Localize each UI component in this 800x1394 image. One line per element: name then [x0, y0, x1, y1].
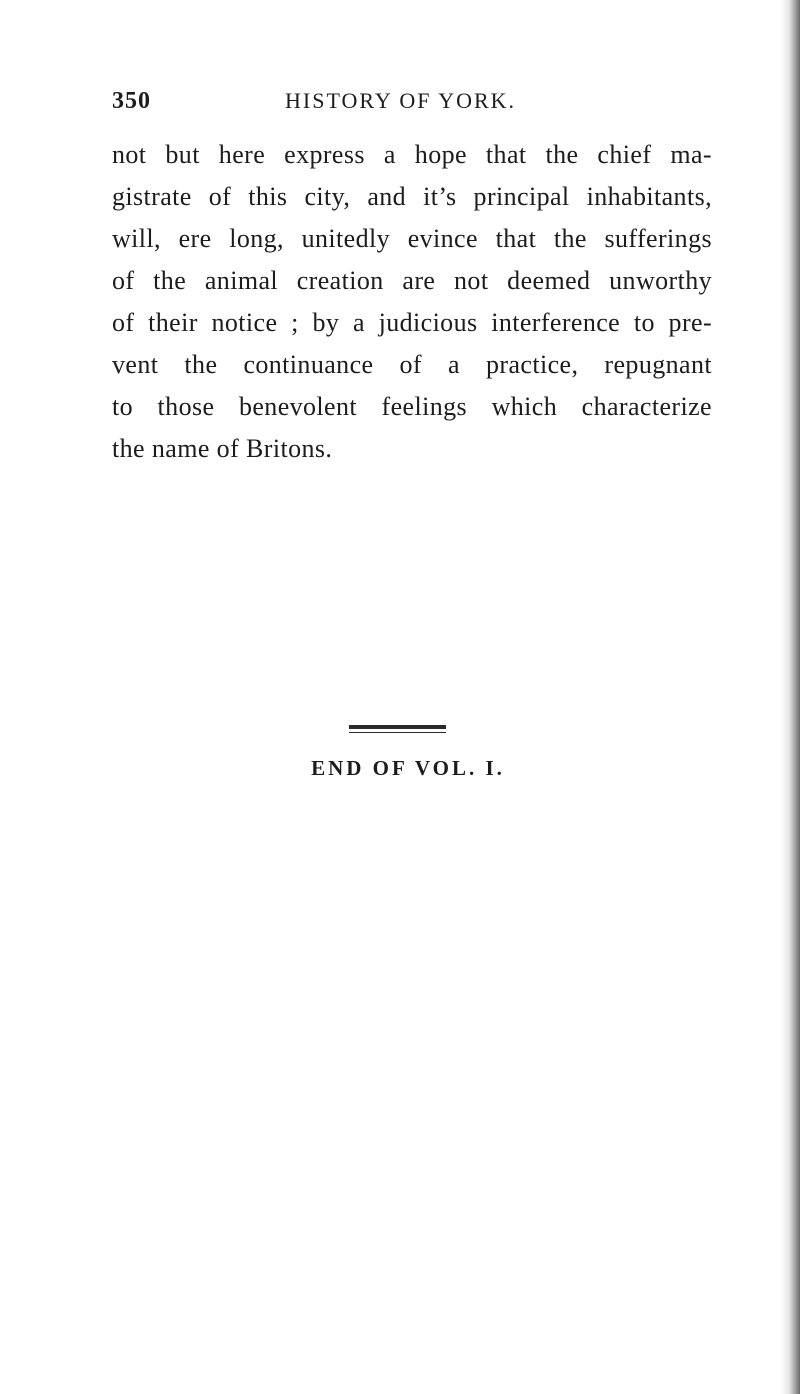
- running-head-title: HISTORY OF YORK.: [285, 88, 517, 113]
- text-line: gistrate of this city, and it’s principal inhabitants,: [112, 182, 712, 211]
- end-rule: [349, 725, 446, 733]
- end-rule-thin: [349, 732, 446, 733]
- text-line: vent the continuance of a practice, repugnant: [112, 350, 712, 379]
- text-line-last: the name of Britons.: [112, 434, 333, 463]
- page-number: 350: [112, 88, 151, 114]
- end-rule-thick: [349, 725, 446, 729]
- page-edge-shadow: [780, 0, 800, 1394]
- text-line: to those benevolent feelings which characterize: [112, 392, 712, 421]
- text-line: not but here express a hope that the chief ma-: [112, 140, 712, 169]
- body-paragraph: [112, 134, 712, 470]
- text-line: of their notice ; by a judicious interference to pre-: [112, 308, 712, 337]
- end-of-volume-note: END OF VOL. I.: [311, 756, 505, 780]
- text-line: will, ere long, unitedly evince that the sufferings: [112, 224, 712, 253]
- running-head: [112, 88, 632, 118]
- text-line: of the animal creation are not deemed unworthy: [112, 266, 712, 295]
